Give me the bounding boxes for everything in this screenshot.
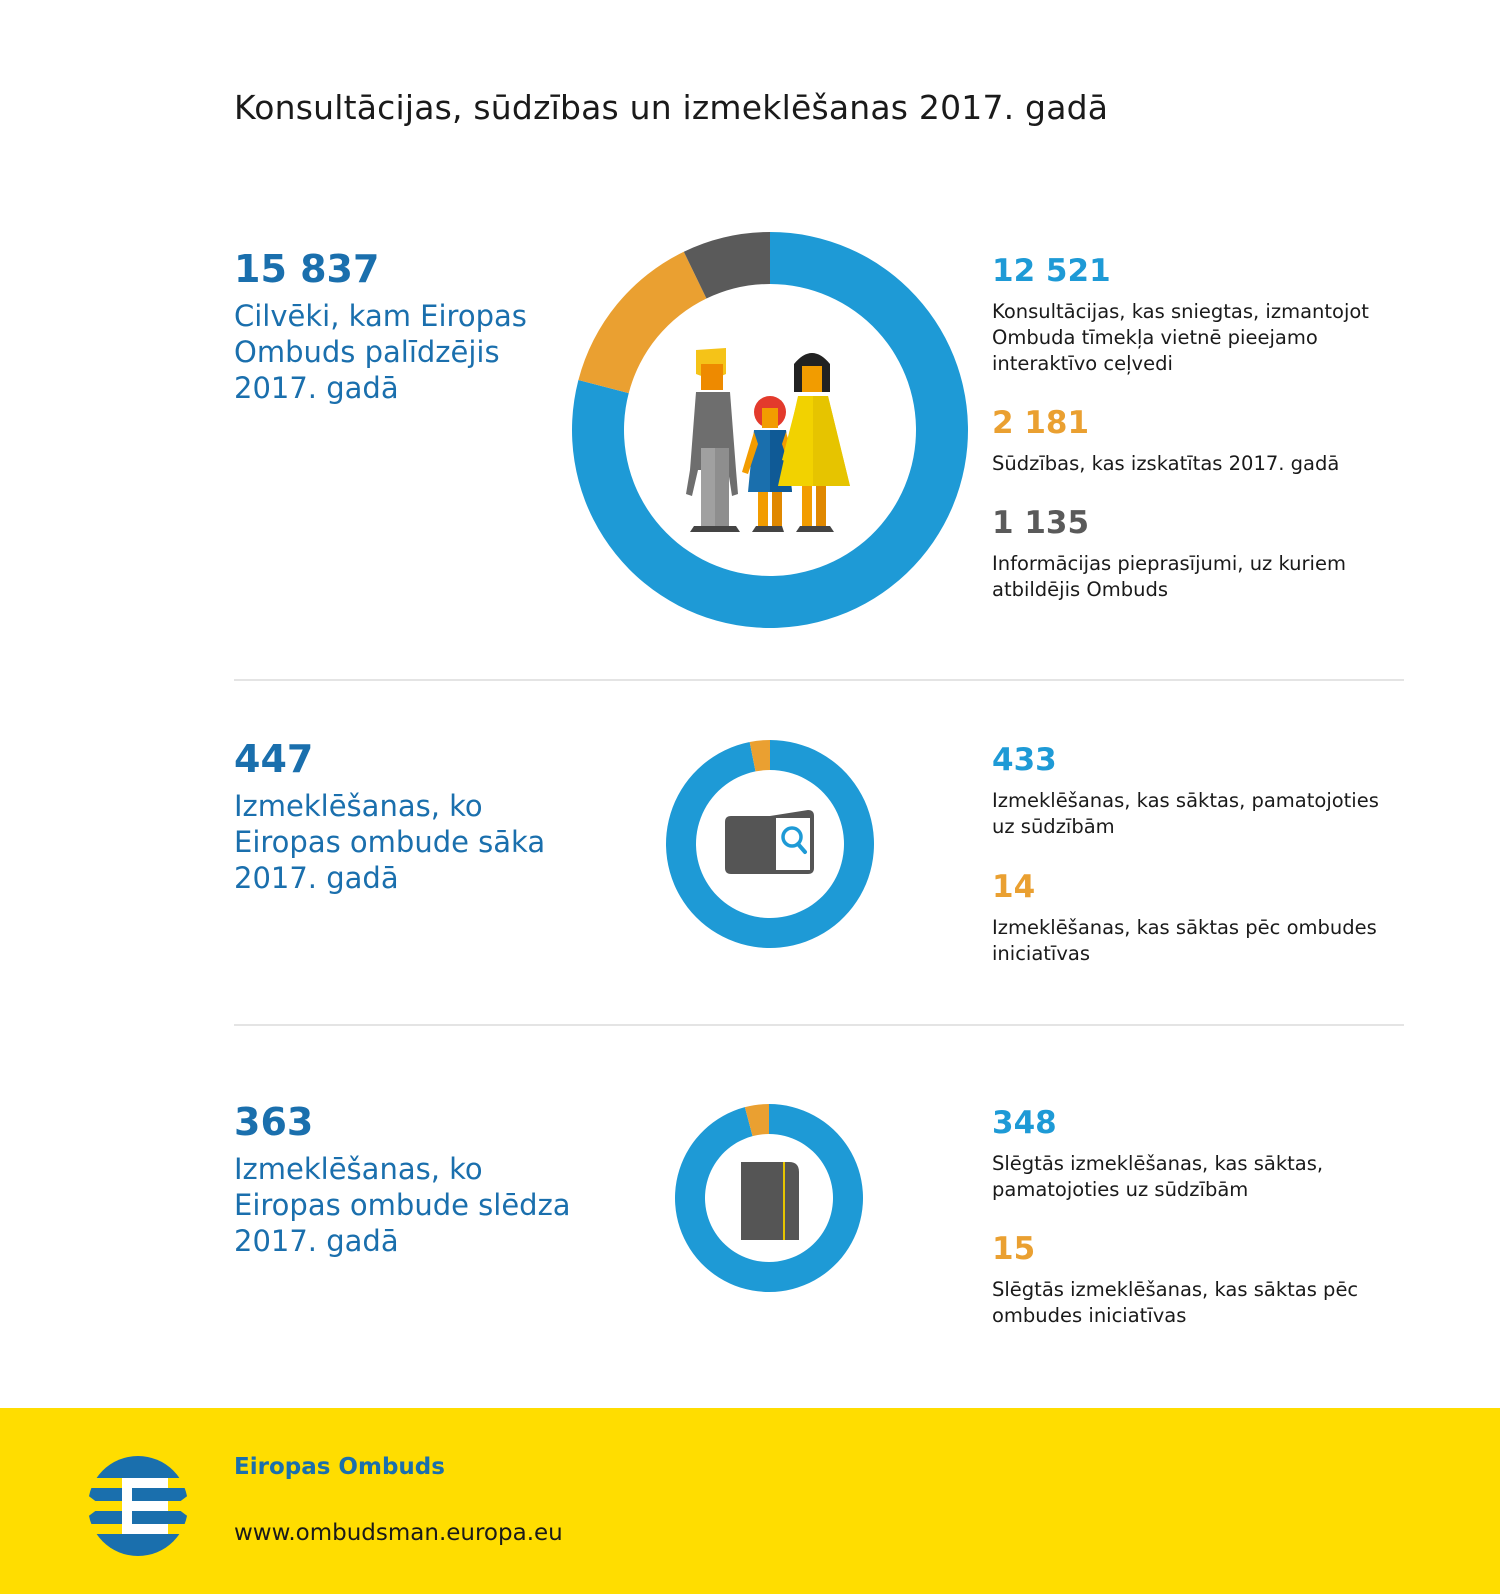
footer-org-name: Eiropas Ombuds	[234, 1454, 445, 1480]
donut-slice-2	[578, 252, 706, 393]
section-3-label: Izmeklēšanas, ko Eiropas ombude slēdza 2017. gadā	[234, 1152, 571, 1258]
section-2-label: Izmeklēšanas, ko Eiropas ombude sāka 2017. gadā	[234, 789, 546, 895]
donut-chart-people-helped	[572, 232, 968, 628]
donut-chart-investigations-closed	[675, 1104, 863, 1292]
section-3-item-1: 348 Slēgtās izmeklēšanas, kas sāktas, pamatojoties uz sūdzībām	[992, 1105, 1324, 1201]
section-divider	[234, 1024, 1404, 1026]
section-3-summary	[234, 1100, 574, 1259]
ombudsman-logo-icon	[86, 1454, 190, 1558]
section-1-item-3: 1 135 Informācijas pieprasījumi, uz kuriem atbildējis Ombuds	[992, 505, 1346, 601]
section-1-summary	[234, 247, 574, 406]
family-icon	[686, 348, 850, 532]
section-2-item-2: 14 Izmeklēšanas, kas sāktas pēc ombudes iniciatīvas	[992, 869, 1377, 965]
section-3-item-2: 15 Slēgtās izmeklēšanas, kas sāktas pēc ombudes iniciatīvas	[992, 1231, 1359, 1327]
section-1-item-1: 12 521 Konsultācijas, kas sniegtas, izmantojot Ombuda tīmekļa vietnē pieejamo interaktīvo ceļvedi	[992, 253, 1369, 375]
section-2-total: 447	[234, 737, 314, 781]
section-1-total: 15 837	[234, 247, 380, 291]
section-1-label: Cilvēki, kam Eiropas Ombuds palīdzējis 2017. gadā	[234, 299, 527, 405]
section-divider	[234, 679, 1404, 681]
open-folder-magnifier-icon	[725, 810, 814, 874]
footer-url-link[interactable]: www.ombudsman.europa.eu	[234, 1520, 563, 1546]
donut-chart-investigations-opened	[666, 740, 874, 948]
closed-folder-icon	[741, 1162, 799, 1240]
footer	[0, 1408, 1500, 1594]
page-title: Konsultācijas, sūdzības un izmeklēšanas 2017. gadā	[234, 88, 1109, 127]
section-2-summary	[234, 737, 574, 896]
section-1-item-2: 2 181 Sūdzības, kas izskatītas 2017. gadā	[992, 405, 1340, 475]
section-3-total: 363	[234, 1100, 314, 1144]
section-2-item-1: 433 Izmeklēšanas, kas sāktas, pamatojoties uz sūdzībām	[992, 742, 1379, 838]
